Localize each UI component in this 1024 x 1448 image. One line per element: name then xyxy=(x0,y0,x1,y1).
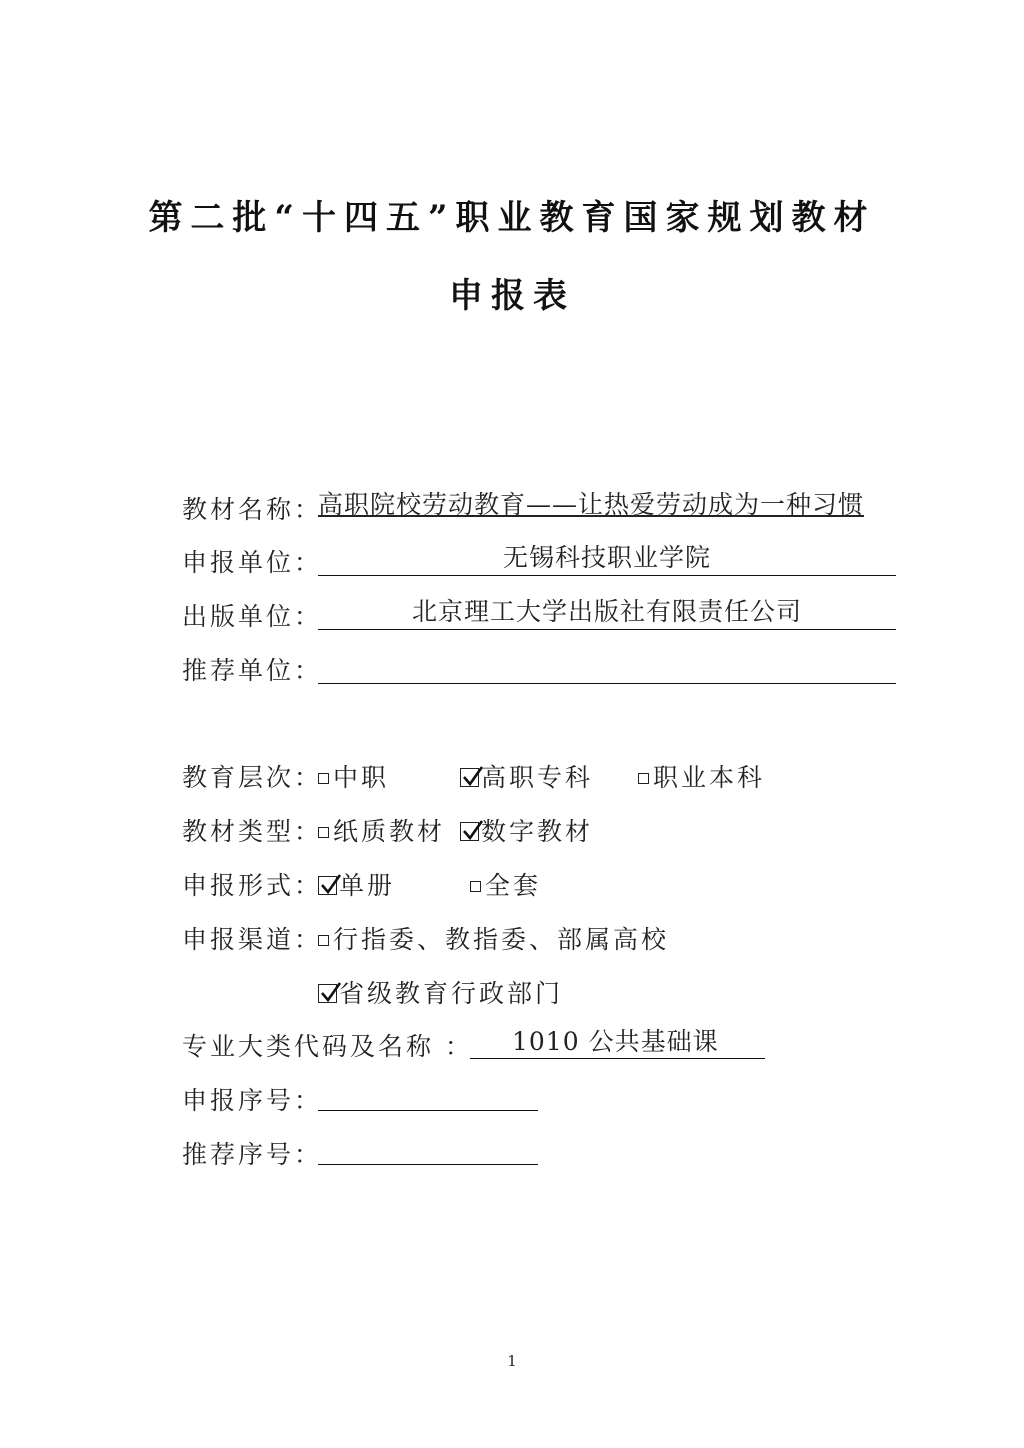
option-zhongzhi xyxy=(318,758,389,794)
option-label: 高职专科 xyxy=(481,763,594,792)
checkbox-checked-icon xyxy=(460,822,479,841)
checkbox-empty-icon xyxy=(638,773,649,784)
option-label: 行指委、教指委、部属高校 xyxy=(333,925,670,954)
major-category-value: 1010 公共基础课 xyxy=(470,1025,765,1059)
option-provincial xyxy=(318,974,563,1010)
page-title: 第二批“十四五”职业教育国家规划教材 xyxy=(148,198,876,238)
application-channel-label: 申报渠道： xyxy=(182,925,323,954)
education-level-label: 教育层次： xyxy=(182,763,323,792)
option-label: 全套 xyxy=(485,871,542,900)
checkbox-checked-icon xyxy=(318,876,337,895)
application-no-label: 申报序号： xyxy=(182,1086,323,1115)
option-label: 纸质教材 xyxy=(333,817,446,846)
textbook-type-label: 教材类型： xyxy=(182,817,323,846)
page-subtitle: 申报表 xyxy=(449,276,575,316)
page-number: 1 xyxy=(507,1352,517,1370)
applicant-label: 申报单位： xyxy=(182,548,323,577)
textbook-name-value: 高职院校劳动教育——让热爱劳动成为一种习惯 xyxy=(318,490,865,519)
option-label: 数字教材 xyxy=(481,817,594,846)
textbook-name-label: 教材名称： xyxy=(182,495,323,524)
option-paper xyxy=(318,812,445,848)
option-single xyxy=(318,866,395,902)
option-fullset xyxy=(470,866,541,902)
option-committee xyxy=(318,920,669,956)
checkbox-empty-icon xyxy=(318,827,329,838)
option-label: 单册 xyxy=(339,871,396,900)
option-label: 省级教育行政部门 xyxy=(339,979,564,1008)
recommend-no-label: 推荐序号： xyxy=(182,1140,323,1169)
checkbox-empty-icon xyxy=(470,881,481,892)
option-digital xyxy=(460,812,593,848)
option-label: 职业本科 xyxy=(653,763,766,792)
publisher-value: 北京理工大学出版社有限责任公司 xyxy=(318,595,896,630)
checkbox-checked-icon xyxy=(318,984,337,1003)
major-category-label: 专业大类代码及名称 ： xyxy=(182,1032,473,1061)
option-benke xyxy=(638,758,765,794)
application-no-value xyxy=(318,1076,538,1111)
checkbox-empty-icon xyxy=(318,935,329,946)
option-gaozhi xyxy=(460,758,593,794)
recommender-label: 推荐单位： xyxy=(182,656,323,685)
checkbox-empty-icon xyxy=(318,773,329,784)
application-form-label: 申报形式： xyxy=(182,871,323,900)
publisher-label: 出版单位： xyxy=(182,602,323,631)
checkbox-checked-icon xyxy=(460,768,479,787)
applicant-value: 无锡科技职业学院 xyxy=(318,541,896,576)
recommender-value xyxy=(318,649,896,684)
recommend-no-value xyxy=(318,1130,538,1165)
option-label: 中职 xyxy=(333,763,390,792)
